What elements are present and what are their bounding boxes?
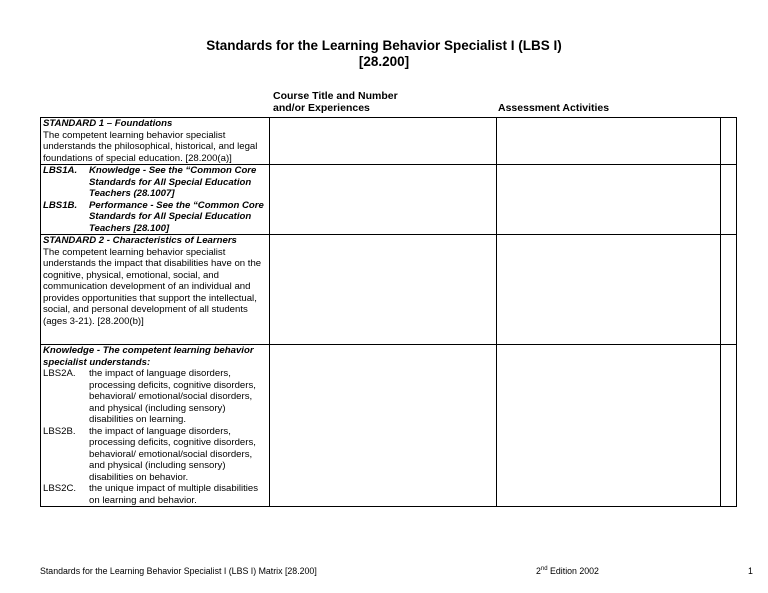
assessment-cell[interactable] xyxy=(497,235,721,345)
standard-2-text: The competent learning behavior specialist understands the impact that disabilities have on the cognitive, physical, emotional, social, and communication development of an individual and provides opportunities that support the intellectual, social, and personal development of all students (ages 3-21). [28.200(b)] xyxy=(43,246,262,327)
column-header-course-line-2: and/or Experiences xyxy=(273,102,370,114)
column-header-course-line-1: Course Title and Number xyxy=(273,90,398,102)
lbs2b-code: LBS2B. xyxy=(43,425,76,437)
table-row xyxy=(41,118,737,165)
table-row xyxy=(41,235,737,345)
column-header-course xyxy=(273,90,398,114)
standard-cell xyxy=(41,118,270,165)
page-title xyxy=(0,38,768,70)
extra-cell[interactable] xyxy=(721,118,737,165)
course-cell[interactable] xyxy=(270,345,497,507)
extra-cell[interactable] xyxy=(721,165,737,235)
lbs1a-text: Knowledge - See the “Common Core Standards for All Special Education Teachers (28.1007] xyxy=(89,165,257,199)
lbs1b-text: Performance - See the “Common Core Standards for All Special Education Teachers [28.100] xyxy=(89,199,264,234)
lbs1b-code: LBS1B. xyxy=(43,199,78,211)
standards-matrix-table xyxy=(40,117,737,507)
lbs1b-item xyxy=(43,200,267,235)
footer-page-number: 1 xyxy=(748,566,753,576)
course-cell[interactable] xyxy=(270,118,497,165)
footer-edition-text: Edition 2002 xyxy=(547,566,599,576)
footer-document-title: Standards for the Learning Behavior Specialist I (LBS I) Matrix [28.200] xyxy=(40,566,317,576)
lbs2c-item xyxy=(43,483,267,506)
course-cell[interactable] xyxy=(270,165,497,235)
lbs2c-code: LBS2C. xyxy=(43,483,77,494)
lbs2a-item xyxy=(43,368,267,426)
lbs1a-code: LBS1A. xyxy=(43,165,78,176)
table-row xyxy=(41,165,737,235)
footer-edition-suffix: nd xyxy=(540,566,548,572)
lbs2b-item xyxy=(43,426,267,484)
standard-1-text: The competent learning behavior specialist understands the philosophical, historical, and legal foundations of special education. [28.200(a)] xyxy=(43,129,258,164)
lbs2b-text: the impact of language disorders, processing deficits, cognitive disorders, behavioral/ emotional/social disorders, and physical (including sensory) disabilities on behavior. xyxy=(89,425,256,483)
lbs1a-item xyxy=(43,165,267,200)
standard-1-heading: STANDARD 1 – Foundations xyxy=(43,118,173,129)
title-line-1: Standards for the Learning Behavior Specialist I (LBS I) xyxy=(206,38,562,53)
standard-cell xyxy=(41,235,270,345)
lbs2a-code: LBS2A. xyxy=(43,368,76,379)
knowledge-2-heading: Knowledge - The competent learning behavior specialist understands: xyxy=(43,345,254,368)
assessment-cell[interactable] xyxy=(497,345,721,507)
extra-cell[interactable] xyxy=(721,235,737,345)
footer-edition-number: 2 xyxy=(536,566,541,576)
standard-cell xyxy=(41,345,270,507)
lbs2c-text: the unique impact of multiple disabilities on learning and behavior. xyxy=(89,483,259,506)
course-cell[interactable] xyxy=(270,235,497,345)
standard-cell xyxy=(41,165,270,235)
lbs2a-text: the impact of language disorders, processing deficits, cognitive disorders, behavioral/ emotional/social disorders, and physical (including sensory) disabilities on learning. xyxy=(89,368,256,425)
standard-2-heading: STANDARD 2 - Characteristics of Learners xyxy=(43,235,237,246)
assessment-cell[interactable] xyxy=(497,118,721,165)
extra-cell[interactable] xyxy=(721,345,737,507)
assessment-cell[interactable] xyxy=(497,165,721,235)
column-header-assessment: Assessment Activities xyxy=(498,102,610,114)
footer-edition xyxy=(536,566,599,577)
table-row xyxy=(41,345,737,507)
title-line-2: [28.200] xyxy=(358,54,410,69)
